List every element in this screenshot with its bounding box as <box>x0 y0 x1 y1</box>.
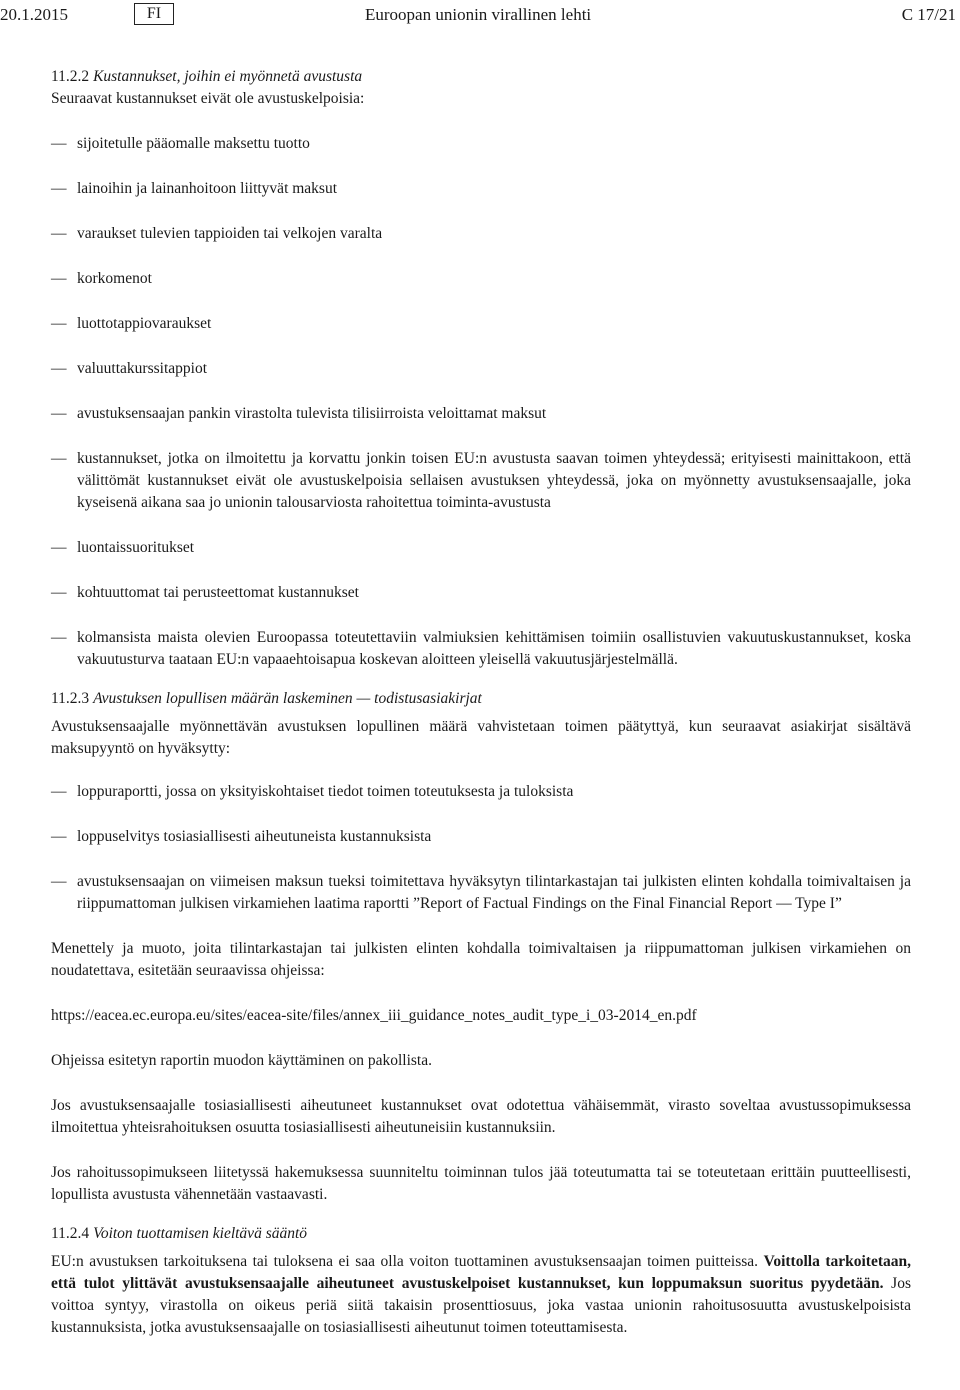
paragraph-reduction: Jos rahoitussopimukseen liitetyssä hakemuksessa suunniteltu toiminnan tulos jää toteutumatta tai se toteutetaan erittäin puutteellisesti, lopullista avustusta vähennetään vastaavasti. <box>51 1164 911 1203</box>
section-intro: Seuraavat kustannukset eivät ole avustuskelpoisia: <box>51 90 365 107</box>
list-item: — loppuraportti, jossa on yksityiskohtaiset tiedot toimen toteutuksesta ja tuloksista <box>51 783 574 800</box>
guidance-url: https://eacea.ec.europa.eu/sites/eacea-site/files/annex_iii_guidance_notes_audit_type_i_03-2014_en.pdf <box>51 1007 697 1024</box>
section-heading-11-2-3 <box>51 688 911 710</box>
list-item: — loppuselvitys tosiasiallisesti aiheutuneista kustannuksista <box>51 828 432 845</box>
section-title: Voiton tuottamisen kieltävä sääntö <box>93 1225 308 1242</box>
section-intro: Avustuksensaajalle myönnettävän avustuksen lopullinen määrä vahvistetaan toimen päätyttyä, kun seuraavat asiakirjat sisältävä maksupyyntö on hyväksytty: <box>51 718 911 757</box>
section-number: 11.2.2 <box>51 68 90 85</box>
list-item: — lainoihin ja lainanhoitoon liittyvät maksut <box>51 180 338 197</box>
section-title: Avustuksen lopullisen määrän laskeminen — todistusasiakirjat <box>93 690 482 707</box>
list-item: — sijoitetulle pääomalle maksettu tuotto <box>51 135 310 152</box>
list-item: — avustuksensaajan on viimeisen maksun tueksi toimitettava hyväksytyn tilintarkastajan tai julkisten elinten kohdalla toimivaltaisen ja riippumattoman julkisen virkamiehen laatima raportti ”Report of Factual Findings on the Final Financial Report — Type I” <box>51 873 911 912</box>
list-item: — luontaissuoritukset <box>51 539 195 556</box>
section-number: 11.2.3 <box>51 690 90 707</box>
list-item: — kustannukset, jotka on ilmoitettu ja korvattu jonkin toisen EU:n avustusta saavan toimen yhteydessä; erityisesti mainittakoon, että välittömät kustannukset eivät ole avustuskelpoisia sellaisen avustuksen yhteydessä, joka on myönnetty avustuksensaajalle, joka kyseisenä aikana saa jo unionin talousarviosta rahoitettua toiminta-avustusta <box>51 450 911 511</box>
list-item: — kolmansista maista olevien Euroopassa toteutettaviin valmiuksien kehittämisen toimiin osallistuvien vakuutuskustannukset, koska vakuutusturva taataan EU:n vapaaehtoisapua koskevan aloitteen yleisellä vakuutusjärjestelmällä. <box>51 629 911 668</box>
list-item: — korkomenot <box>51 270 152 287</box>
page-number: C 17/21 <box>901 5 956 24</box>
list-item: — avustuksensaajan pankin virastolta tulevista tilisiirroista veloittamat maksut <box>51 405 547 422</box>
ineligible-costs-list <box>51 133 911 671</box>
header-date: 20.1.2015 <box>0 5 68 24</box>
document-body <box>51 66 911 1339</box>
language-badge: FI <box>134 3 174 25</box>
list-item: — valuuttakurssitappiot <box>51 360 208 377</box>
journal-title: Euroopan unionin virallinen lehti <box>365 5 592 24</box>
no-profit-text-start: EU:n avustuksen tarkoituksena tai tuloksena ei saa olla voiton tuottaminen avustuksensaajan toimen puitteissa. <box>51 1253 764 1270</box>
section-title: Kustannukset, joihin ei myönnetä avustusta <box>93 68 363 85</box>
no-profit-text-bold: Voittolla tarkoitetaan, että tulot ylittävät avustuksensaajalle aiheutuneet avustuskelpoiset kustannukset, kun loppumaksun suoritus pyydetään. <box>51 1253 911 1292</box>
paragraph-procedure: Menettely ja muoto, joita tilintarkastajan tai julkisten elinten kohdalla toimivaltaisen ja riippumattoman julkisen virkamiehen on noudatettava, esitetään seuraavissa ohjeissa: <box>51 940 911 979</box>
paragraph-mandatory-format: Ohjeissa esitetyn raportin muodon käyttäminen on pakollista. <box>51 1052 432 1069</box>
paragraph-no-profit <box>51 1251 911 1339</box>
section-number: 11.2.4 <box>51 1225 90 1242</box>
list-item: — luottotappiovaraukset <box>51 315 212 332</box>
paragraph-lower-costs: Jos avustuksensaajalle tosiasiallisesti aiheutuneet kustannukset ovat odotettua vähäisemmät, virasto soveltaa avustussopimuksessa ilmoitettua yhteisrahoituksen osuutta tosiasiallisesti aiheutuneisiin kustannuksiin. <box>51 1097 911 1136</box>
supporting-documents-list <box>51 781 911 915</box>
page-header <box>0 0 960 36</box>
list-item: — kohtuuttomat tai perusteettomat kustannukset <box>51 584 359 601</box>
section-heading-11-2-2 <box>51 66 911 88</box>
no-profit-text-end: Jos voittoa syntyy, virastolla on oikeus periä siitä takaisin prosenttiosuus, joka vastaa unionin rahoitusosuutta avustuskelpoisista kustannuksista, jotka avustuksensaajalle on tosiasiallisesti aiheutunut toimen toteuttamisesta. <box>51 1275 911 1336</box>
list-item: — varaukset tulevien tappioiden tai velkojen varalta <box>51 225 383 242</box>
section-heading-11-2-4 <box>51 1223 911 1245</box>
